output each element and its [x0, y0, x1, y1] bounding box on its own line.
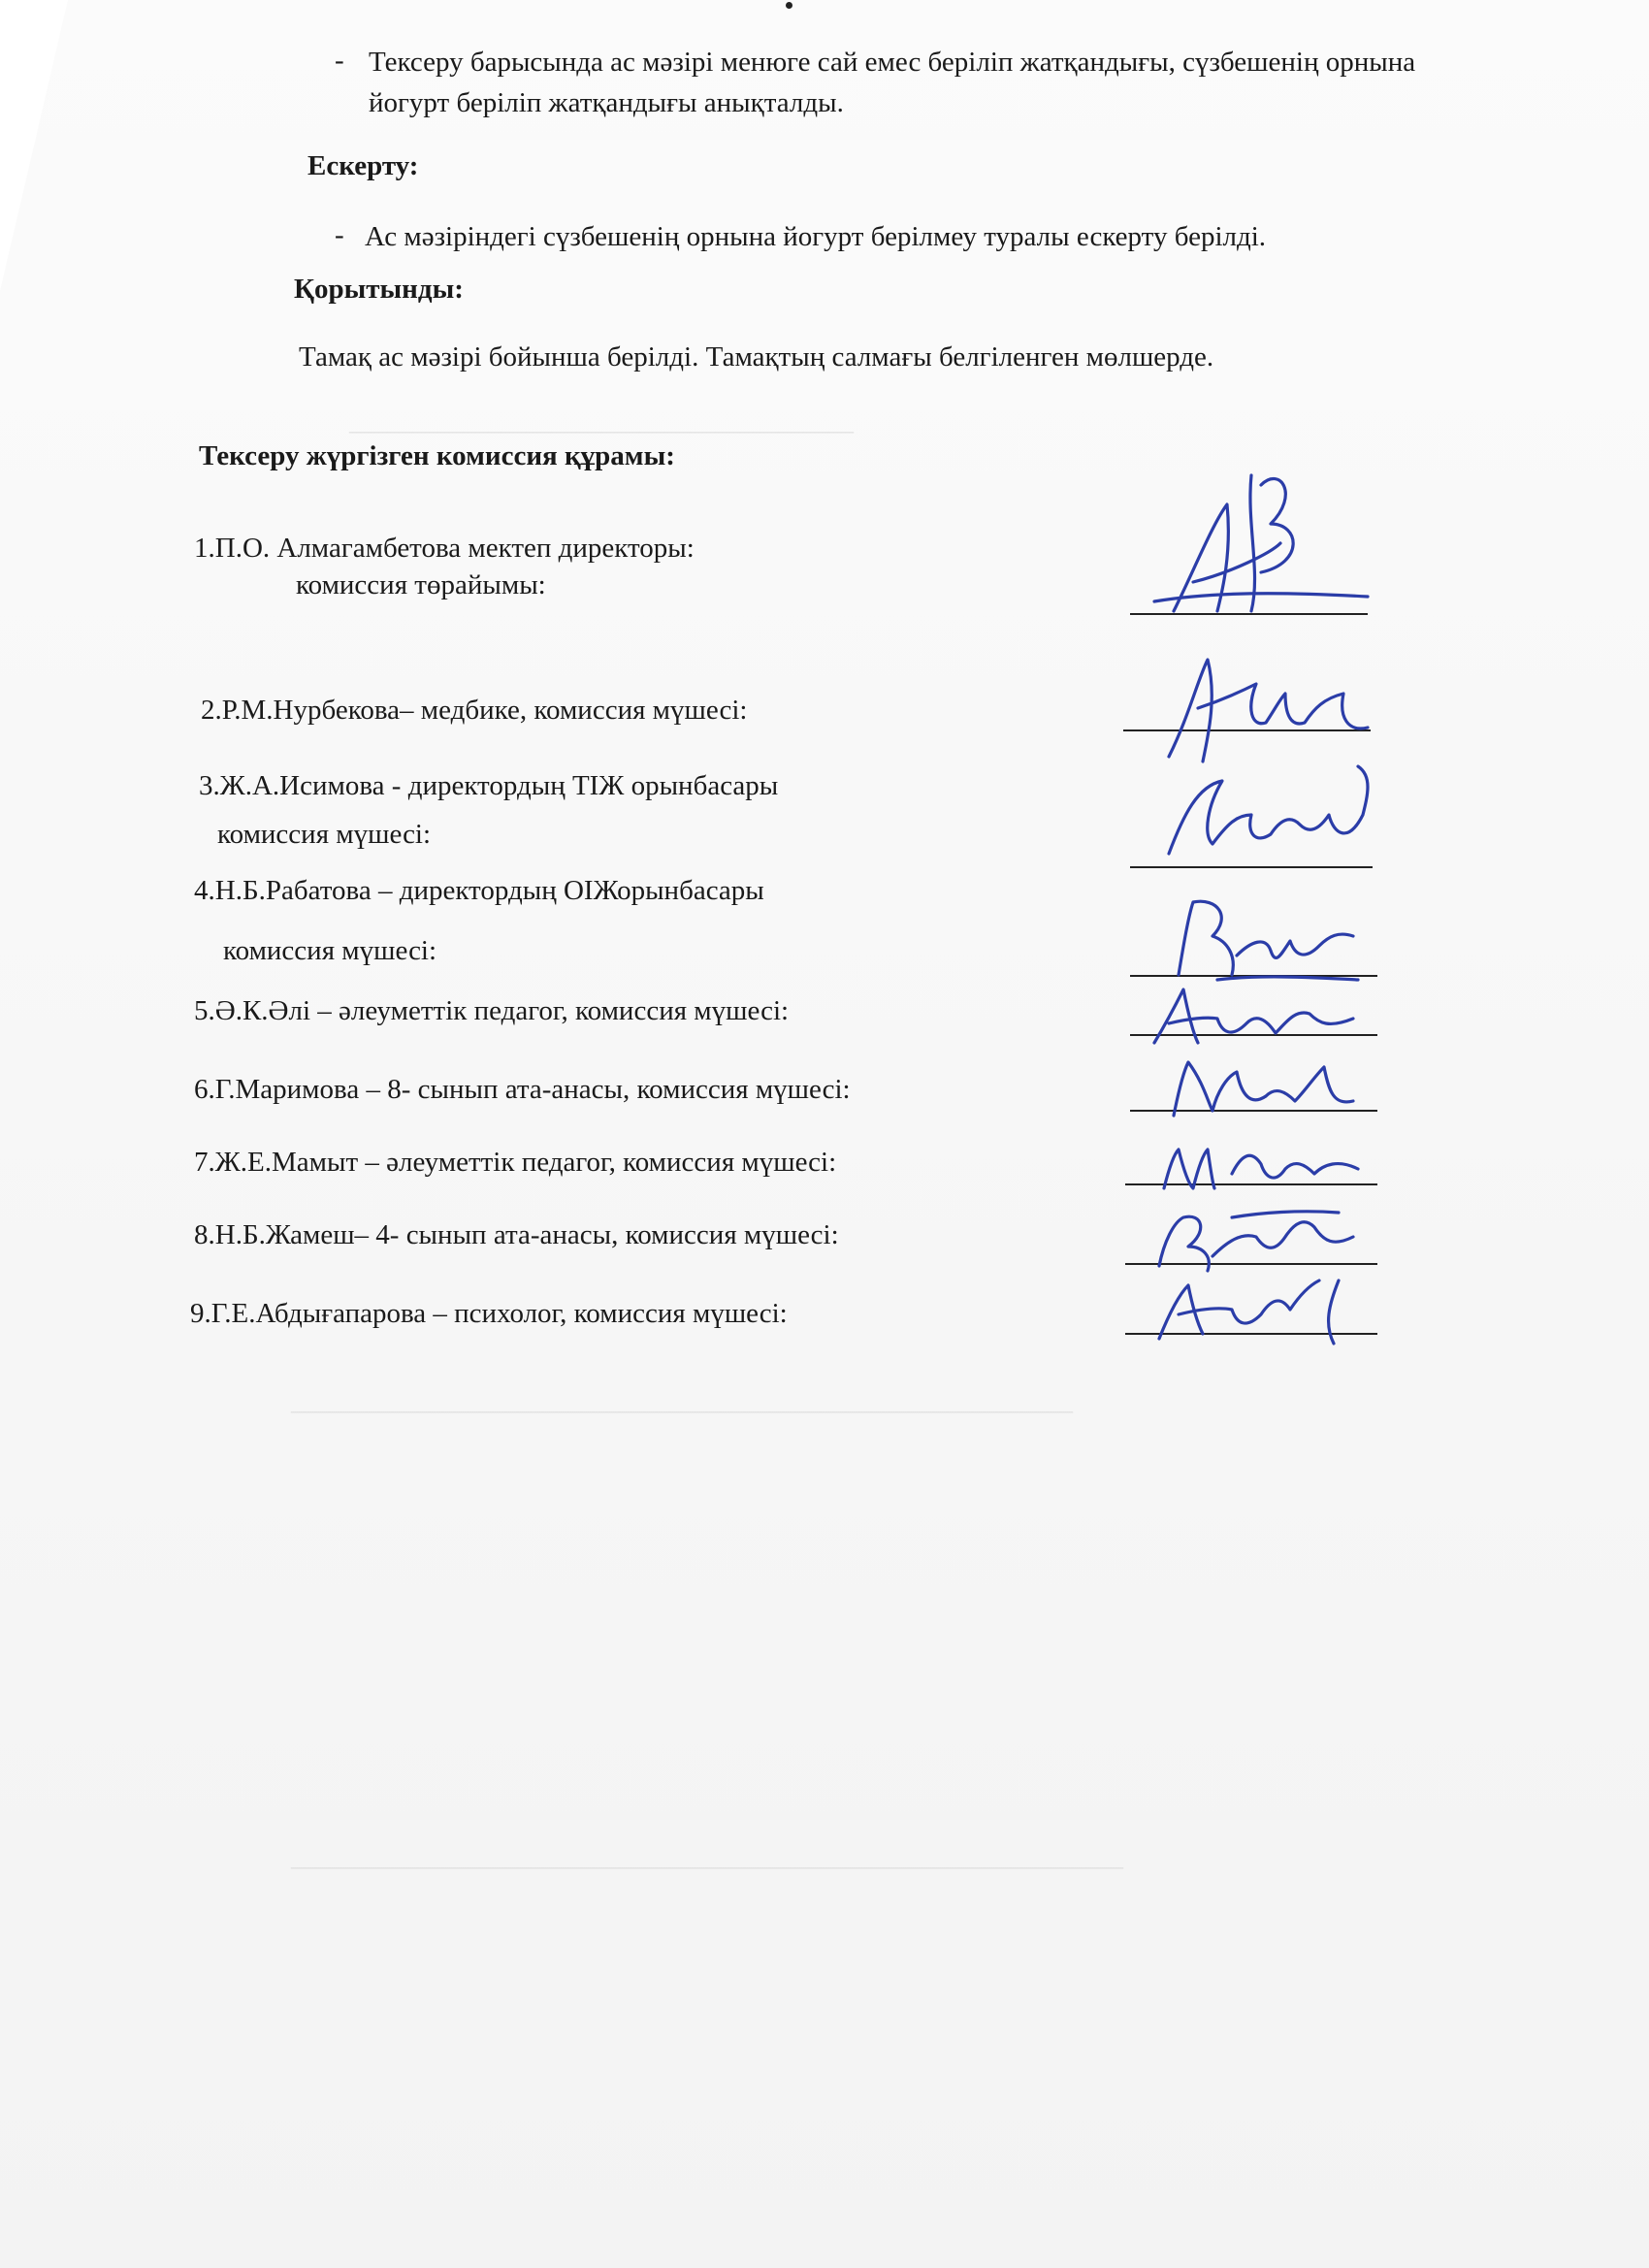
member-4-line-2: комиссия мүшесі:: [223, 935, 437, 966]
signature-1: [1135, 466, 1387, 631]
show-through-text: ________________________________________: [349, 407, 854, 436]
signature-4: [1159, 888, 1373, 994]
show-through-table: ______________________________________________________________: [291, 1387, 1073, 1415]
member-8-line-1: 8.Н.Б.Жамеш– 4- сынып ата-анасы, комиссия мүшесі:: [194, 1219, 839, 1250]
member-1-line-2: комиссия төрайымы:: [296, 569, 546, 600]
warning-text: Ас мәзіріндегі сүзбешенің орнына йогурт берілмеу туралы ескерту берілді.: [365, 221, 1267, 252]
finding-line-2: йогурт беріліп жатқандығы анықталды.: [369, 87, 844, 118]
member-5-line-1: 5.Ә.К.Әлі – әлеуметтік педагог, комиссия мүшесі:: [194, 995, 790, 1026]
folded-corner: [0, 0, 68, 291]
member-7-line-1: 7.Ж.Е.Мамыт – әлеуметтік педагог, комиссия мүшесі:: [194, 1147, 837, 1178]
member-2-line-1: 2.Р.М.Нурбекова– медбике, комиссия мүшесі:: [201, 695, 748, 726]
signature-7: [1154, 1135, 1377, 1203]
commission-heading: Тексеру жүргізген комиссия құрамы:: [199, 440, 675, 471]
warning-heading: Ескерту:: [307, 150, 419, 181]
signature-3: [1154, 747, 1387, 873]
conclusion-text: Тамақ ас мәзірі бойынша берілді. Тамақтың салмағы белгіленген мөлшерде.: [299, 341, 1214, 373]
show-through-text-2: __________________________________________________________________: [291, 1843, 1123, 1871]
signature-9: [1145, 1266, 1377, 1353]
signature-5: [1140, 980, 1373, 1057]
finding-line-1: Тексеру барысында ас мәзірі менюге сай емес беріліп жатқандығы, сүзбешенің орнына: [369, 47, 1416, 78]
bullet-dash-2: -: [335, 219, 344, 250]
member-4-line-1: 4.Н.Б.Рабатова – директордың ОІЖорынбасары: [194, 875, 764, 906]
member-1-line-1: 1.П.О. Алмагамбетова мектеп директоры:: [194, 533, 695, 564]
member-3-line-1: 3.Ж.А.Исимова - директордың ТІЖ орынбасары: [199, 770, 779, 801]
member-3-line-2: комиссия мүшесі:: [217, 819, 432, 850]
member-9-line-1: 9.Г.Е.Абдығапарова – психолог, комиссия мүшесі:: [190, 1298, 788, 1329]
ink-dot: [786, 2, 792, 9]
conclusion-heading: Қорытынды:: [294, 274, 464, 305]
signature-6: [1159, 1053, 1373, 1130]
bullet-dash-1: -: [335, 45, 344, 76]
member-6-line-1: 6.Г.Маримова – 8- сынып ата-анасы, комиссия мүшесі:: [194, 1074, 851, 1105]
